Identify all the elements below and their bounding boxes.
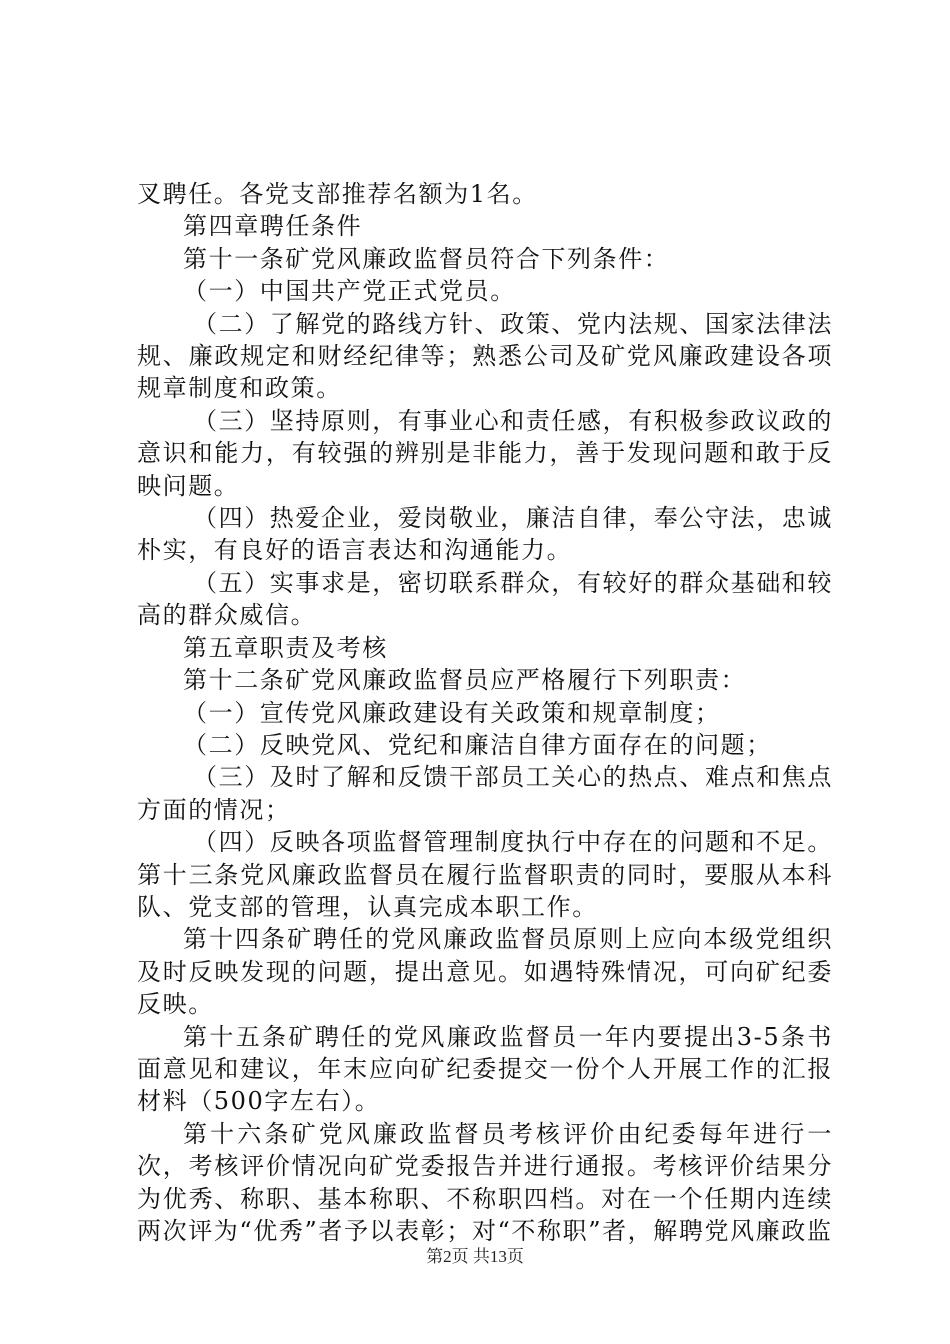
article-11-item-5: （五）实事求是，密切联系群众，有较好的群众基础和较高的群众威信。 <box>137 568 833 630</box>
article-11-item-1: （一）中国共产党正式党员。 <box>183 277 516 306</box>
chapter-heading-5: 第五章职责及考核 <box>183 633 388 662</box>
article-16: 第十六条矿党风廉政监督员考核评价由纪委每年进行一次，考核评价情况向矿党委报告并进行通报。考核评价结果分为优秀、称职、基本称职、不称职四档。对在一个任期内连续两次评为“优秀”者予以表彰；对“不称职”者，解聘党风廉政监 <box>137 1119 833 1245</box>
article-12-item-1: （一）宣传党风廉政建设有关政策和规章制度； <box>183 698 721 727</box>
paragraph-continuation: 叉聘任。各党支部推荐名额为1名。 <box>137 180 538 208</box>
article-12-item-2: （二）反映党风、党纪和廉洁自律方面存在的问题； <box>183 730 772 759</box>
page-number-footer: 第2页 共13页 <box>426 1247 524 1266</box>
article-11-item-2: （二）了解党的路线方针、政策、党内法规、国家法律法规、廉政规定和财经纪律等；熟悉公司及矿党风廉政建设各项规章制度和政策。 <box>137 309 833 403</box>
article-12-item-4: （四）反映各项监督管理制度执行中存在的问题和不足。 <box>193 828 833 857</box>
article-15: 第十五条矿聘任的党风廉政监督员一年内要提出3-5条书面意见和建议，年末应向矿纪委提交一份个人开展工作的汇报材料（500字左右）。 <box>137 1022 833 1116</box>
article-12: 第十二条矿党风廉政监督员应严格履行下列职责： <box>183 666 747 695</box>
article-12-item-3: （三）及时了解和反馈干部员工关心的热点、难点和焦点方面的情况； <box>137 763 833 824</box>
article-14: 第十四条矿聘任的党风廉政监督员原则上应向本级党组织及时反映发现的问题，提出意见。如遇特殊情况，可向矿纪委反映。 <box>137 925 833 1019</box>
article-11-item-3: （三）坚持原则，有事业心和责任感，有积极参政议政的意识和能力，有较强的辨别是非能力，善于发现问题和敢于反映问题。 <box>137 406 833 500</box>
body-text <box>137 178 833 1247</box>
article-11-item-4: （四）热爱企业，爱岗敬业，廉洁自律，奉公守法，忠诚朴实，有良好的语言表达和沟通能力。 <box>137 504 833 565</box>
chapter-heading-4: 第四章聘任条件 <box>183 212 363 241</box>
article-13: 第十三条党风廉政监督员在履行监督职责的同时，要服从本科队、党支部的管理，认真完成本职工作。 <box>137 860 833 921</box>
article-11: 第十一条矿党风廉政监督员符合下列条件： <box>183 244 670 273</box>
